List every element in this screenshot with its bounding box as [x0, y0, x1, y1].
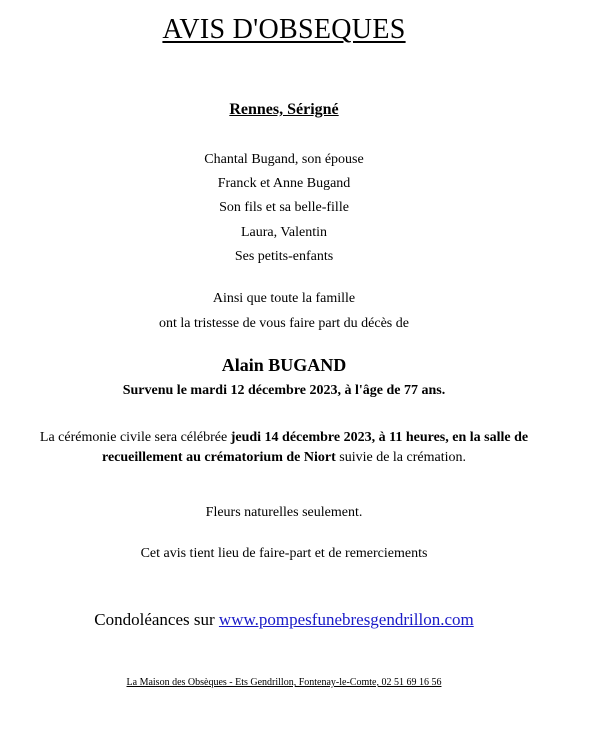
death-date-line: Survenu le mardi 12 décembre 2023, à l'âge de 77 ans.: [122, 383, 446, 398]
family-line-3: Son fils et sa belle-fille: [219, 200, 349, 215]
ceremony-paragraph: [14, 428, 554, 468]
notice-replaces-line: Cet avis tient lieu de faire-part et de remerciements: [140, 546, 428, 561]
ceremony-text-2: , en la salle de: [445, 430, 529, 445]
deceased-name: Alain BUGAND: [221, 355, 347, 375]
family-closing-2: ont la tristesse de vous faire part du décès de: [159, 316, 409, 331]
ceremony-text-3: suivie de la crémation.: [335, 450, 466, 465]
footer-funeral-home: La Maison des Obsèques - Ets Gendrillon, Fontenay-le-Comte, 02 51 69 16 56: [126, 677, 442, 688]
condolences-label: Condoléances sur: [94, 610, 219, 629]
ceremony-date-time: jeudi 14 décembre 2023, à 11 heures: [230, 430, 446, 445]
condolences-line: [0, 609, 568, 631]
flowers-line: Fleurs naturelles seulement.: [205, 505, 363, 520]
ceremony-text-1: La cérémonie civile sera célébrée: [39, 430, 231, 445]
ceremony-venue: recueillement au crématorium de Niort: [101, 450, 336, 465]
family-line-2: Franck et Anne Bugand: [217, 176, 351, 191]
family-line-4: Laura, Valentin: [240, 225, 328, 240]
notice-location: Rennes, Sérigné: [229, 101, 339, 118]
notice-title: AVIS D'OBSEQUES: [162, 14, 406, 45]
family-line-5: Ses petits-enfants: [234, 249, 334, 264]
family-closing-1: Ainsi que toute la famille: [212, 291, 356, 306]
family-line-1: Chantal Bugand, son épouse: [204, 152, 364, 167]
condolences-link[interactable]: www.pompesfunebresgendrillon.com: [218, 610, 474, 629]
